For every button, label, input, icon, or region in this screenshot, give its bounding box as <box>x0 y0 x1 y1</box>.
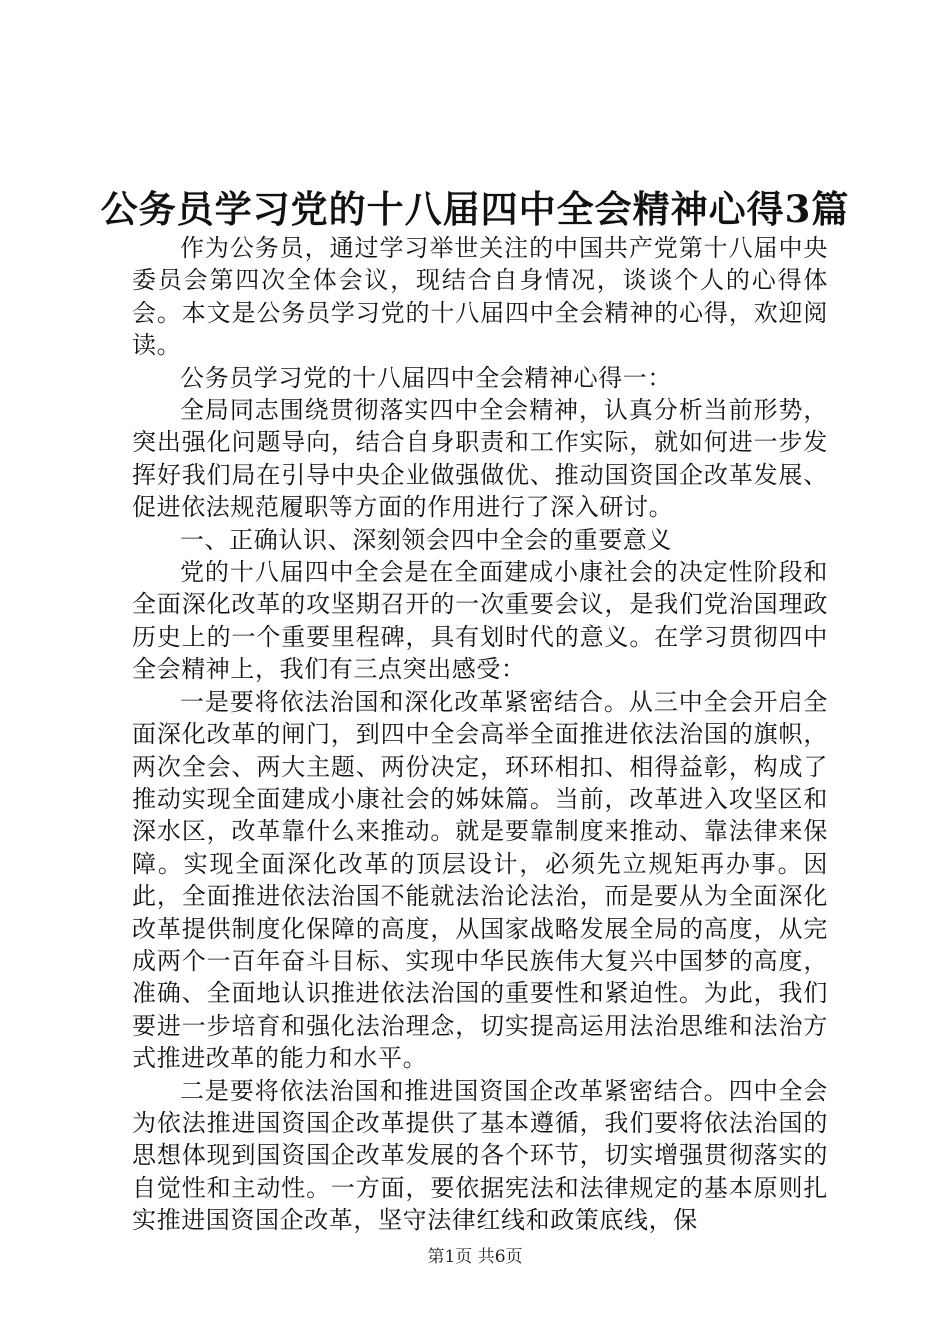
paragraph-significance: 党的十八届四中全会是在全面建成小康社会的决定性阶段和全面深化改革的攻坚期召开的一次重要会议，是我们党治国理政历史上的一个重要里程碑，具有划时代的意义。在学习贯彻四中全会精神上，我们有三点突出感受： <box>132 558 828 684</box>
paragraph-study-summary: 全局同志围绕贯彻落实四中全会精神，认真分析当前形势，突出强化问题导向，结合自身职责和工作实际，就如何进一步发挥好我们局在引导中央企业做强做优、推动国资国企改革发展、促进依法规范履职等方面的作用进行了深入研讨。 <box>132 396 828 522</box>
paragraph-heading-part-one: 公务员学习党的十八届四中全会精神心得一： <box>180 363 672 392</box>
paragraph-section-heading: 一、正确认识、深刻领会四中全会的重要意义 <box>180 525 672 554</box>
paragraph-intro: 作为公务员，通过学习举世关注的中国共产党第十八届中央委员会第四次全体会议，现结合自身情况，谈谈个人的心得体会。本文是公务员学习党的十八届四中全会精神的心得，欢迎阅读。 <box>132 234 828 360</box>
document-body <box>132 232 828 1237</box>
document-title: 公务员学习党的十八届四中全会精神心得3篇 <box>100 187 850 231</box>
paragraph-point-one: 一是要将依法治国和深化改革紧密结合。从三中全会开启全面深化改革的闸门，到四中全会高举全面推进依法治国的旗帜，两次全会、两大主题、两份决定，环环相扣、相得益彰，构成了推动实现全面建成小康社会的姊妹篇。当前，改革进入攻坚区和深水区，改革靠什么来推动。就是要靠制度来推动、靠法律来保障。实现全面深化改革的顶层设计，必须先立规矩再办事。因此，全面推进依法治国不能就法治论法治，而是要从为全面深化改革提供制度化保障的高度，从国家战略发展全局的高度，从完成两个一百年奋斗目标、实现中华民族伟大复兴中国梦的高度，准确、全面地认识推进依法治国的重要性和紧迫性。为此，我们要进一步培育和强化法治理念，切实提高运用法治思维和法治方式推进改革的能力和水平。 <box>132 687 828 1073</box>
paragraph-point-two: 二是要将依法治国和推进国资国企改革紧密结合。四中全会为依法推进国资国企改革提供了基本遵循，我们要将依法治国的思想体现到国资国企改革发展的各个环节，切实增强贯彻落实的自觉性和主动性。一方面，要依据宪法和法律规定的基本原则扎实推进国资国企改革，坚守法律红线和政策底线，保 <box>132 1076 828 1235</box>
page-number-footer: 第1页 共6页 <box>427 1247 523 1267</box>
